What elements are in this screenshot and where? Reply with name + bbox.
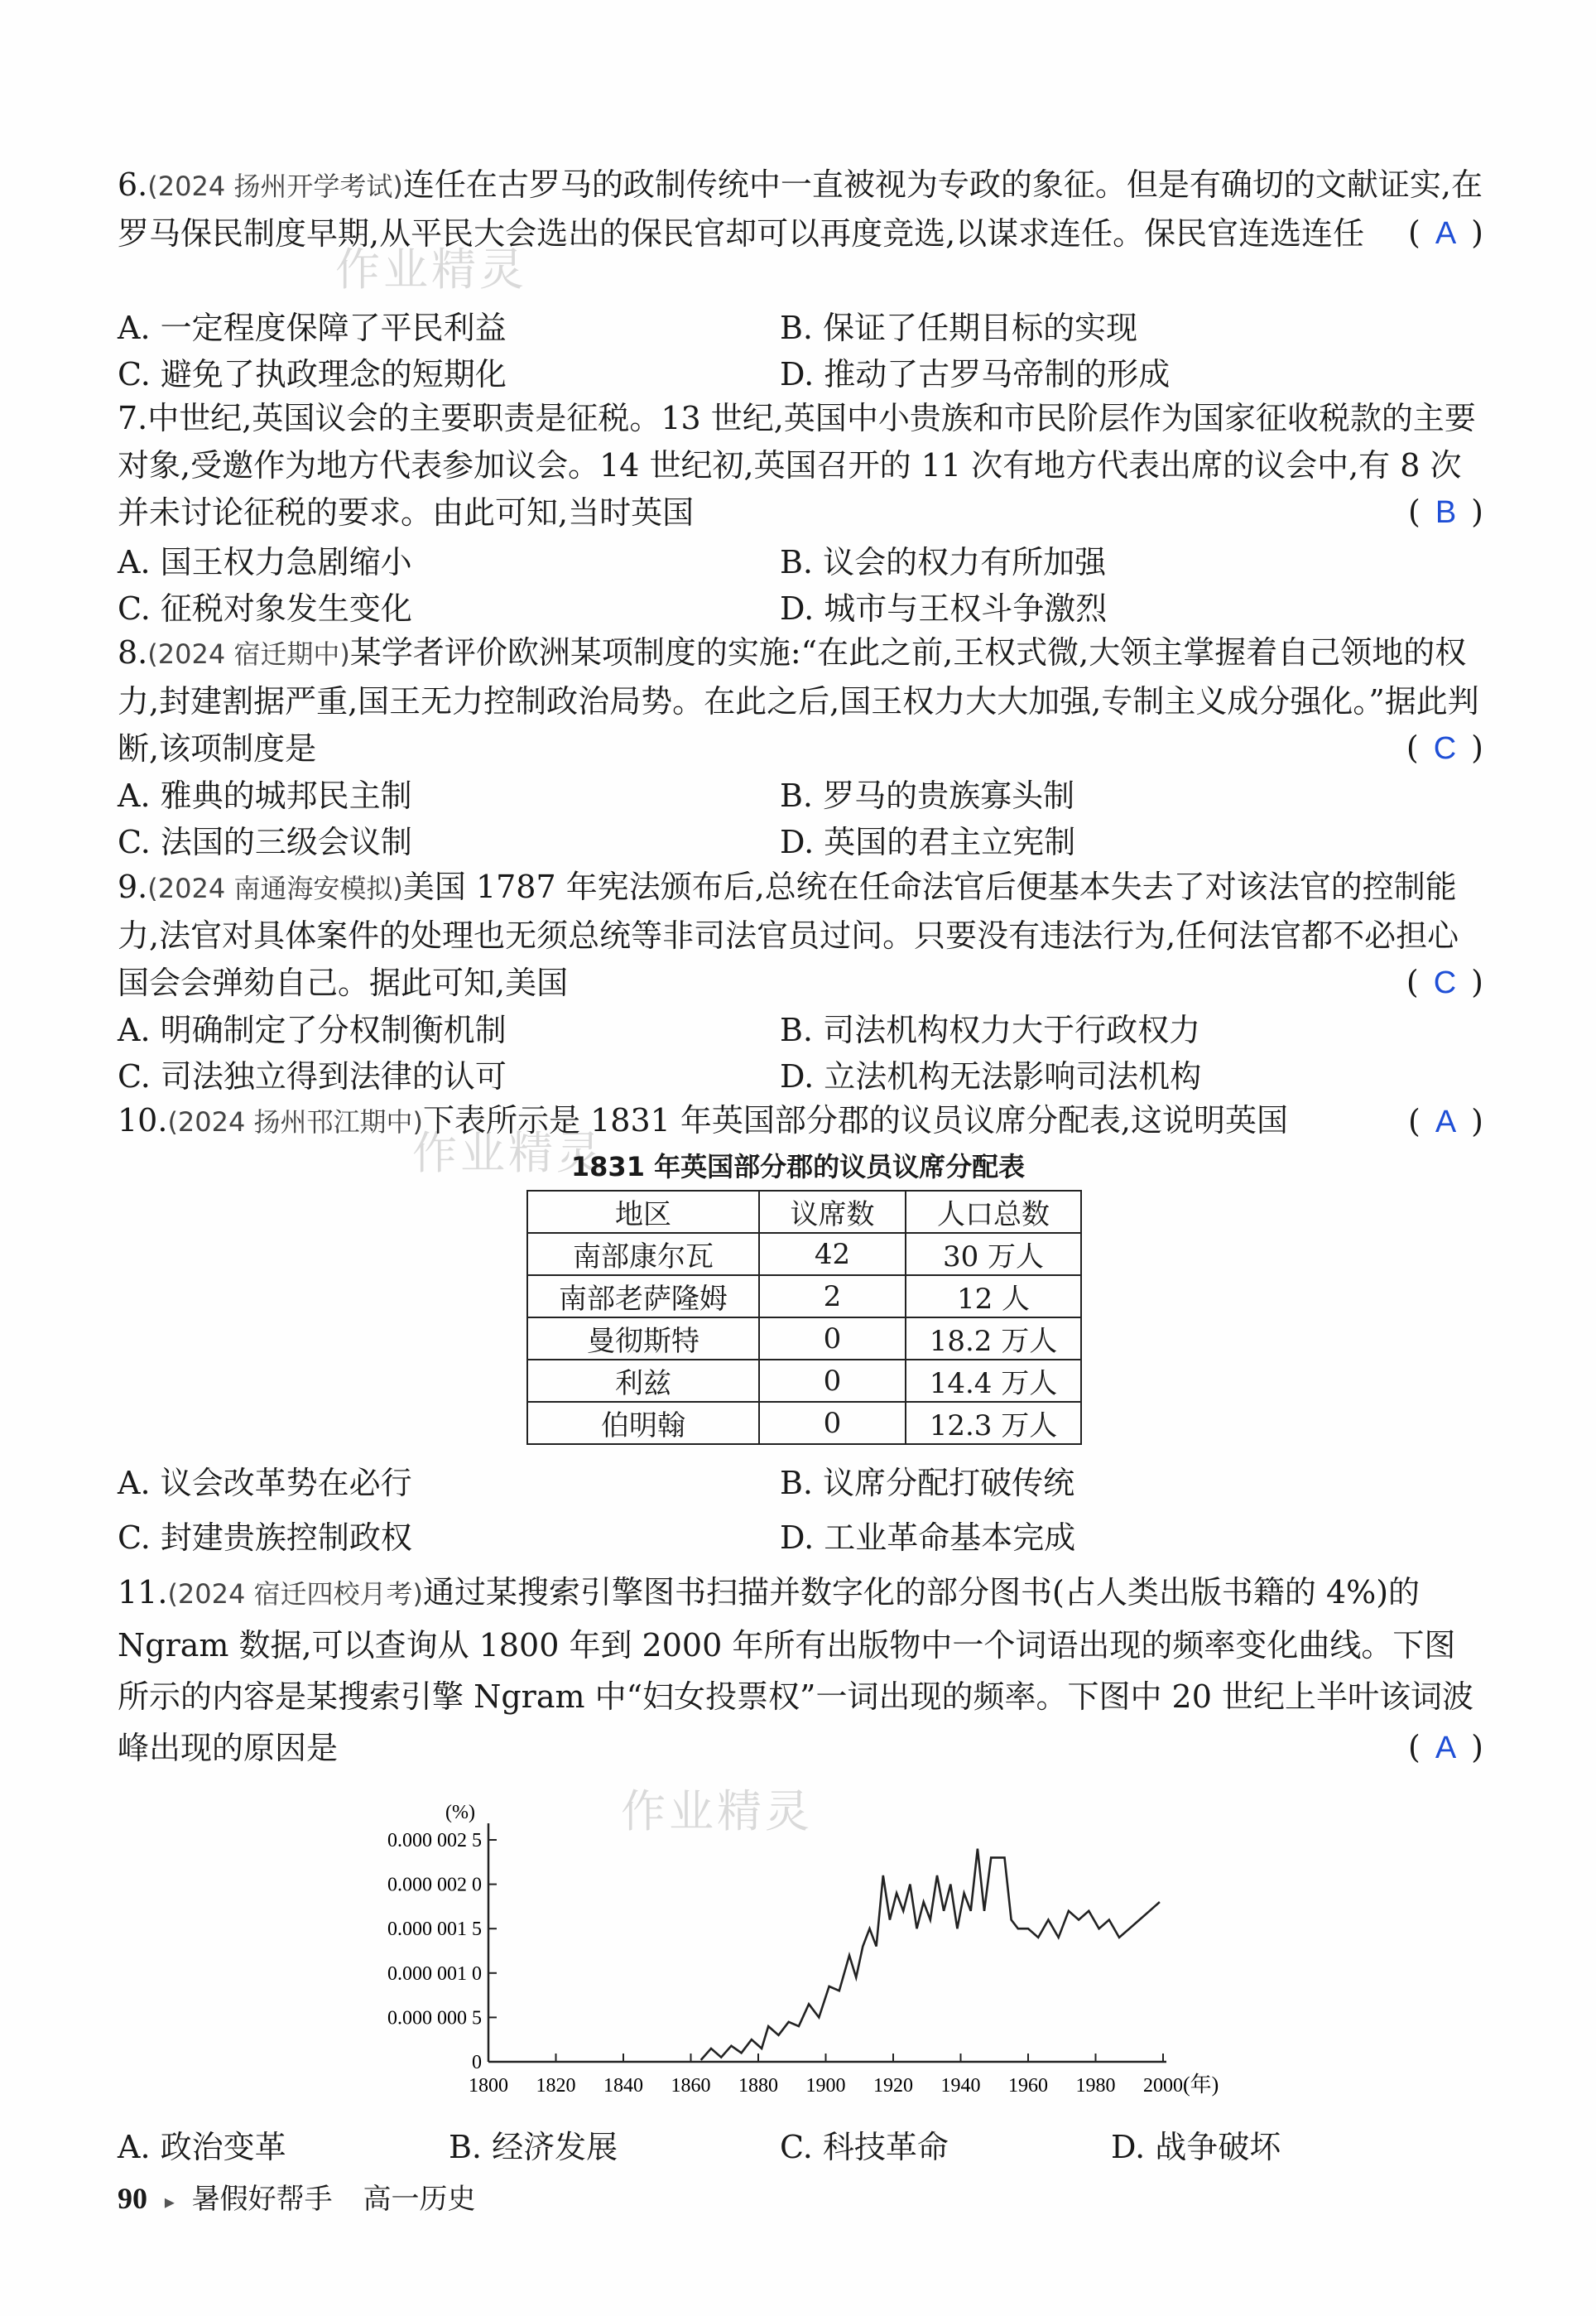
table-cell: 14.4 万人: [906, 1360, 1081, 1402]
option-d[interactable]: D. 城市与王权斗争激烈: [780, 590, 1108, 627]
x-tick-label: 1920: [873, 2075, 913, 2097]
question-6: [118, 161, 1483, 258]
option-c[interactable]: C. 法国的三级会议制: [118, 824, 412, 860]
answer-letter: B: [1435, 495, 1457, 530]
option-a[interactable]: A. 政治变革: [118, 2129, 286, 2165]
option-d[interactable]: D. 英国的君主立宪制: [780, 824, 1076, 860]
question-number: 7.: [118, 400, 148, 436]
y-tick-label: 0.000 002 5: [387, 1830, 482, 1851]
x-tick-label: 1880: [738, 2075, 778, 2097]
table-row: [527, 1360, 1081, 1402]
answer-box: ( B ): [1407, 494, 1483, 530]
question-source: (2024 南通海安模拟): [147, 873, 403, 904]
option-b[interactable]: B. 经济发展: [449, 2129, 618, 2165]
option-c[interactable]: C. 科技革命: [780, 2129, 949, 2165]
question-text: 某学者评价欧洲某项制度的实施:“在此之前,王权式微,大领主掌握着自己领地的权力,封建割据严重,国王无力控制政治局势。在此之后,国王权力大大加强,专制主义成分强化。”据此判断,该项制度是: [118, 634, 1479, 767]
x-tick-label: 1980: [1075, 2075, 1116, 2097]
y-tick-labels: [387, 1830, 482, 2073]
table-row: [527, 1402, 1081, 1444]
x-tick-label: 1820: [536, 2075, 576, 2097]
question-10: [118, 1097, 1483, 1146]
table-cell: 0: [759, 1317, 906, 1360]
table-row: [527, 1317, 1081, 1360]
option-a[interactable]: A. 一定程度保障了平民利益: [118, 310, 507, 346]
table-cell: 0: [759, 1402, 906, 1444]
question-text: 中世纪,英国议会的主要职责是征税。13 世纪,英国中小贵族和市民阶层作为国家征收税款的主要对象,受邀作为地方代表参加议会。14 世纪初,英国召开的 11 次有地方代表出席的议会中,有 8 次并未讨论征税的要求。由此可知,当时英国: [118, 400, 1476, 531]
y-tick-label: 0.000 001 0: [387, 1962, 482, 1985]
option-b[interactable]: B. 罗马的贵族寡头制: [780, 778, 1075, 814]
column-header: 议席数: [759, 1191, 906, 1233]
option-c[interactable]: C. 司法独立得到法律的认可: [118, 1058, 507, 1095]
ngram-chart: [0, 1793, 1596, 2107]
table-title: 1831 年英国部分郡的议员议席分配表: [570, 1151, 1026, 1182]
question-source: (2024 扬州邗江期中): [167, 1106, 424, 1138]
question-number: 10.: [118, 1102, 168, 1139]
table-cell: 12.3 万人: [906, 1402, 1081, 1444]
question-number: 9.: [118, 869, 148, 905]
option-b[interactable]: B. 议会的权力有所加强: [780, 544, 1107, 580]
x-tick-label: 1840: [603, 2075, 643, 2097]
column-header: 地区: [527, 1191, 759, 1233]
question-text: 通过某搜索引擎图书扫描并数字化的部分图书(占人类出版书籍的 4%)的 Ngram 数据,可以查询从 1800 年到 2000 年所有出版物中一个词语出现的频率变化曲线。下图所示的内容是某搜索引擎 Ngram 中“妇女投票权”一词出现的频率。下图中 20 世纪上半叶该词波峰出现的原因是: [118, 1574, 1473, 1766]
question-7: [118, 395, 1483, 537]
subject: 高一历史: [363, 2183, 476, 2216]
answer-letter: A: [1435, 1105, 1457, 1139]
answer-box: ( A ): [1407, 214, 1483, 251]
y-tick-label: 0.000 002 0: [387, 1874, 482, 1896]
question-text: 下表所示是 1831 年英国部分郡的议员议席分配表,这说明英国: [423, 1102, 1288, 1139]
option-b[interactable]: B. 保证了任期目标的实现: [780, 310, 1138, 346]
option-a[interactable]: A. 议会改革势在必行: [118, 1465, 412, 1501]
table-cell: 42: [759, 1233, 906, 1275]
option-c[interactable]: C. 封建贵族控制政权: [118, 1519, 412, 1556]
table-cell: 南部老萨隆姆: [527, 1275, 759, 1317]
x-tick-label: 1800: [469, 2075, 508, 2097]
answer-box: ( A ): [1407, 1729, 1483, 1765]
table-cell: 0: [759, 1360, 906, 1402]
x-tick-label: 1900: [805, 2075, 846, 2097]
answer-letter: A: [1435, 216, 1457, 251]
x-tick-label: 1940: [940, 2075, 981, 2097]
table-cell: 12 人: [906, 1275, 1081, 1317]
table-cell: 2: [759, 1275, 906, 1317]
page-number: 90: [118, 2182, 147, 2215]
question-source: (2024 扬州开学考试): [147, 171, 403, 202]
question-8: [118, 629, 1483, 773]
seat-table: [526, 1190, 1082, 1445]
table-cell: 曼彻斯特: [527, 1317, 759, 1360]
page-footer: [118, 2176, 475, 2217]
y-tick-label: 0: [472, 2052, 482, 2073]
footer-arrow-icon: ▸: [164, 2190, 175, 2213]
option-c[interactable]: C. 避免了执政理念的短期化: [118, 356, 507, 392]
option-d[interactable]: D. 战争破坏: [1111, 2129, 1281, 2165]
table-row: [527, 1275, 1081, 1317]
answer-box: ( A ): [1407, 1103, 1483, 1139]
table-cell: 南部康尔瓦: [527, 1233, 759, 1275]
table-header-row: [527, 1191, 1081, 1233]
question-text: 美国 1787 年宪法颁布后,总统在任命法官后便基本失去了对该法官的控制能力,法官对具体案件的处理也无须总统等非司法官员过问。只要没有违法行为,任何法官都不必担心国会会弹劾自己。据此可知,美国: [118, 869, 1459, 1001]
question-text: 连任在古罗马的政制传统中一直被视为专政的象征。但是有确切的文献证实,在罗马保民制度早期,从平民大会选出的保民官却可以再度竞选,以谋求连任。保民官连选连任: [118, 166, 1483, 252]
column-header: 人口总数: [906, 1191, 1081, 1233]
watermark: 作业精灵: [412, 1127, 604, 1179]
answer-box: ( C ): [1406, 729, 1483, 766]
table-row: [527, 1233, 1081, 1275]
option-a[interactable]: A. 明确制定了分权制衡机制: [118, 1012, 507, 1048]
answer-box: ( C ): [1406, 964, 1483, 1000]
y-axis-label: (%): [445, 1802, 475, 1823]
option-b[interactable]: B. 议席分配打破传统: [780, 1465, 1075, 1501]
table-cell: 30 万人: [906, 1233, 1081, 1275]
option-d[interactable]: D. 立法机构无法影响司法机构: [780, 1058, 1202, 1095]
option-c[interactable]: C. 征税对象发生变化: [118, 590, 412, 627]
answer-letter: C: [1433, 965, 1457, 1000]
x-tick-label: 1860: [671, 2075, 711, 2097]
answer-letter: A: [1435, 1731, 1457, 1765]
question-9: [118, 864, 1483, 1007]
y-tick-label: 0.000 000 5: [387, 2007, 482, 2030]
option-b[interactable]: B. 司法机构权力大于行政权力: [780, 1012, 1201, 1048]
question-number: 8.: [118, 634, 148, 671]
y-tick-label: 0.000 001 5: [387, 1919, 482, 1941]
question-number: 11.: [118, 1574, 168, 1611]
watermark: 作业精灵: [621, 1785, 813, 1837]
question-source: (2024 宿迁期中): [147, 638, 350, 670]
option-d[interactable]: D. 工业革命基本完成: [780, 1519, 1076, 1556]
x-tick-labels: [469, 2075, 1183, 2097]
question-source: (2024 宿迁四校月考): [167, 1578, 424, 1610]
question-number: 6.: [118, 166, 148, 203]
book-title: 暑假好帮手: [191, 2183, 333, 2216]
option-d[interactable]: D. 推动了古罗马帝制的形成: [780, 356, 1171, 392]
option-a[interactable]: A. 雅典的城邦民主制: [118, 778, 412, 814]
chart-axes: [488, 1823, 1166, 2062]
answer-letter: C: [1433, 731, 1457, 766]
series-line: [701, 1849, 1160, 2060]
x-tick-label: 1960: [1008, 2075, 1048, 2097]
table-cell: 利兹: [527, 1360, 759, 1402]
watermark: 作业精灵: [335, 243, 527, 296]
x-axis-label: (年): [1183, 2073, 1219, 2097]
option-a[interactable]: A. 国王权力急剧缩小: [118, 544, 412, 580]
x-tick-label: 2000: [1143, 2075, 1183, 2097]
table-cell: 18.2 万人: [906, 1317, 1081, 1360]
table-cell: 伯明翰: [527, 1402, 759, 1444]
question-11: [118, 1567, 1483, 1774]
